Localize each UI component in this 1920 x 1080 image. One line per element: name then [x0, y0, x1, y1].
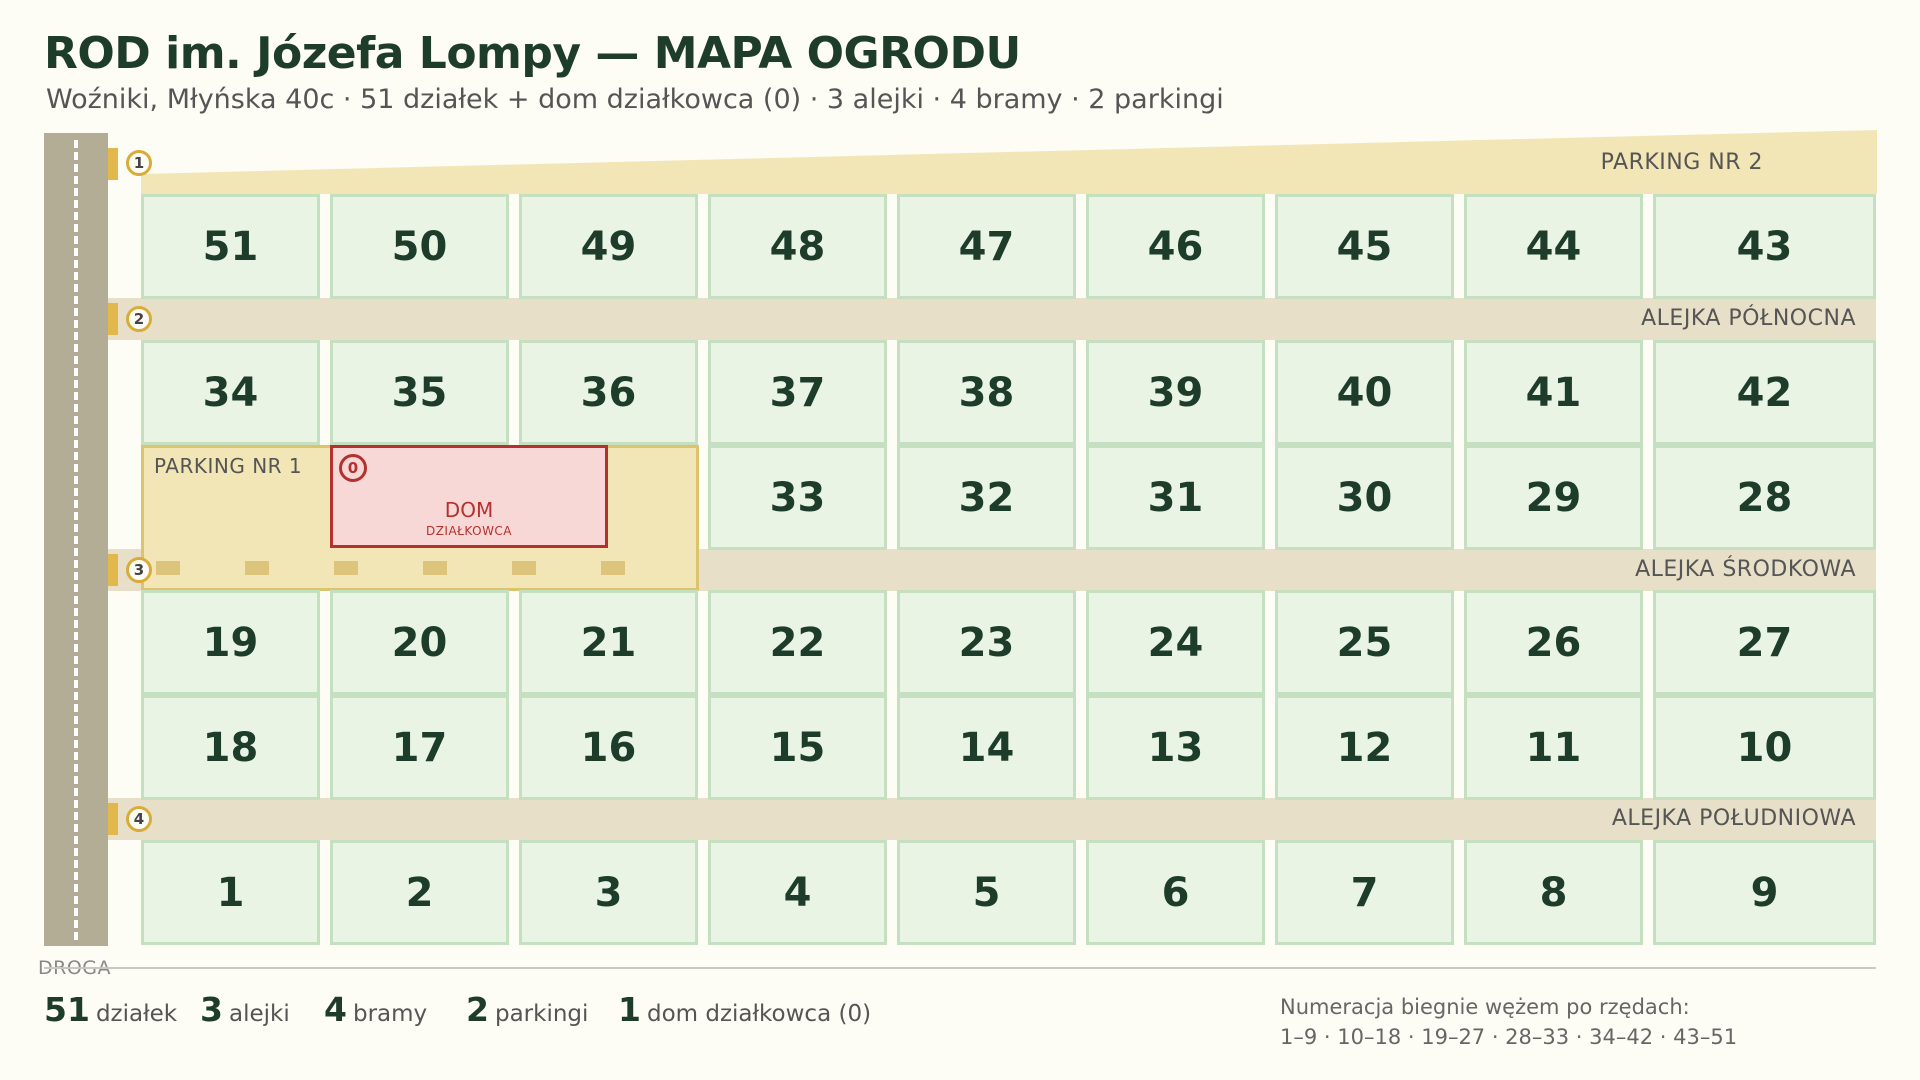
plot-32[interactable]: 32: [897, 445, 1076, 550]
stat-gates: [324, 990, 427, 1029]
plot-14[interactable]: 14: [897, 695, 1076, 800]
plot-23[interactable]: 23: [897, 590, 1076, 695]
plot-27[interactable]: 27: [1653, 590, 1876, 695]
plot-12[interactable]: 12: [1275, 695, 1454, 800]
plot-36[interactable]: 36: [519, 340, 698, 445]
plot-48[interactable]: 48: [708, 194, 887, 299]
plot-16[interactable]: 16: [519, 695, 698, 800]
plot-42[interactable]: 42: [1653, 340, 1876, 445]
gate-2-badge[interactable]: 2: [126, 306, 152, 332]
gate-4-badge[interactable]: 4: [126, 806, 152, 832]
lane-north: [108, 298, 1876, 340]
plot-41[interactable]: 41: [1464, 340, 1643, 445]
stat-gates-count: 4: [324, 990, 347, 1029]
parking-spot: [245, 561, 269, 575]
stat-house-count: 1: [618, 990, 641, 1029]
gate-3-marker: [108, 554, 118, 586]
road-label: DROGA: [38, 957, 112, 979]
stat-lanes-count: 3: [200, 990, 223, 1029]
plot-31[interactable]: 31: [1086, 445, 1265, 550]
plot-8[interactable]: 8: [1464, 840, 1643, 945]
lane-north-label: ALEJKA PÓŁNOCNA: [1641, 306, 1856, 331]
plot-1[interactable]: 1: [141, 840, 320, 945]
plot-13[interactable]: 13: [1086, 695, 1265, 800]
stat-lanes: [200, 990, 290, 1029]
plot-18[interactable]: 18: [141, 695, 320, 800]
gate-3-badge[interactable]: 3: [126, 557, 152, 583]
plot-5[interactable]: 5: [897, 840, 1076, 945]
parking-spot: [601, 561, 625, 575]
stat-parkings: [466, 990, 588, 1029]
plot-34[interactable]: 34: [141, 340, 320, 445]
plot-7[interactable]: 7: [1275, 840, 1454, 945]
plot-51[interactable]: 51: [141, 194, 320, 299]
plot-49[interactable]: 49: [519, 194, 698, 299]
plot-35[interactable]: 35: [330, 340, 509, 445]
numbering-note-line2: 1–9 · 10–18 · 19–27 · 28–33 · 34–42 · 43–51: [1280, 1025, 1738, 1049]
plot-39[interactable]: 39: [1086, 340, 1265, 445]
plot-3[interactable]: 3: [519, 840, 698, 945]
plot-47[interactable]: 47: [897, 194, 1076, 299]
plot-40[interactable]: 40: [1275, 340, 1454, 445]
plot-28[interactable]: 28: [1653, 445, 1876, 550]
page-subtitle: Woźniki, Młyńska 40c · 51 działek + dom działkowca (0) · 3 alejki · 4 bramy · 2 parkingi: [46, 84, 1224, 115]
parking-2-label: PARKING NR 2: [1600, 150, 1763, 175]
footer-divider: [44, 967, 1876, 969]
stat-parkings-label: parkingi: [494, 1001, 589, 1027]
plot-45[interactable]: 45: [1275, 194, 1454, 299]
plot-37[interactable]: 37: [708, 340, 887, 445]
plot-21[interactable]: 21: [519, 590, 698, 695]
plot-46[interactable]: 46: [1086, 194, 1265, 299]
plot-38[interactable]: 38: [897, 340, 1076, 445]
numbering-note: [1280, 992, 1737, 1052]
plot-44[interactable]: 44: [1464, 194, 1643, 299]
plot-10[interactable]: 10: [1653, 695, 1876, 800]
road-center-line: [74, 140, 78, 940]
parking-spot: [334, 561, 358, 575]
stat-plots-count: 51: [44, 990, 90, 1029]
lane-middle-label: ALEJKA ŚRODKOWA: [1635, 557, 1856, 582]
plot-6[interactable]: 6: [1086, 840, 1265, 945]
plot-30[interactable]: 30: [1275, 445, 1454, 550]
plot-29[interactable]: 29: [1464, 445, 1643, 550]
plot-17[interactable]: 17: [330, 695, 509, 800]
parking-spot: [423, 561, 447, 575]
gate-1-badge[interactable]: 1: [126, 150, 152, 176]
garden-house[interactable]: [330, 445, 608, 548]
plot-19[interactable]: 19: [141, 590, 320, 695]
house-subtitle: DZIAŁKOWCA: [425, 524, 513, 538]
plot-20[interactable]: 20: [330, 590, 509, 695]
parking-1-label: PARKING NR 1: [154, 454, 303, 478]
plot-26[interactable]: 26: [1464, 590, 1643, 695]
stat-plots-label: działek: [95, 1001, 178, 1027]
numbering-note-line1: Numeracja biegnie wężem po rzędach:: [1280, 995, 1690, 1019]
plot-4[interactable]: 4: [708, 840, 887, 945]
gate-1-marker: [108, 148, 118, 180]
parking-spot: [512, 561, 536, 575]
stat-lanes-label: alejki: [228, 1001, 290, 1027]
plot-50[interactable]: 50: [330, 194, 509, 299]
plot-15[interactable]: 15: [708, 695, 887, 800]
plot-33[interactable]: 33: [708, 445, 887, 550]
parking-spot: [156, 561, 180, 575]
plot-43[interactable]: 43: [1653, 194, 1876, 299]
stat-house-label: dom działkowca (0): [646, 1001, 872, 1027]
plot-11[interactable]: 11: [1464, 695, 1643, 800]
lane-south-label: ALEJKA POŁUDNIOWA: [1611, 806, 1856, 831]
stat-parkings-count: 2: [466, 990, 489, 1029]
stat-gates-label: bramy: [352, 1001, 428, 1027]
gate-2-marker: [108, 303, 118, 335]
plot-25[interactable]: 25: [1275, 590, 1454, 695]
plot-2[interactable]: 2: [330, 840, 509, 945]
plot-9[interactable]: 9: [1653, 840, 1876, 945]
stat-house: [618, 990, 871, 1029]
lane-south: [108, 798, 1876, 840]
gate-4-marker: [108, 803, 118, 835]
stat-plots: [44, 990, 177, 1029]
house-number-badge: 0: [339, 454, 367, 482]
plot-24[interactable]: 24: [1086, 590, 1265, 695]
plot-22[interactable]: 22: [708, 590, 887, 695]
house-title: DOM: [444, 498, 494, 522]
page-title: ROD im. Józefa Lompy — MAPA OGRODU: [44, 28, 1021, 79]
